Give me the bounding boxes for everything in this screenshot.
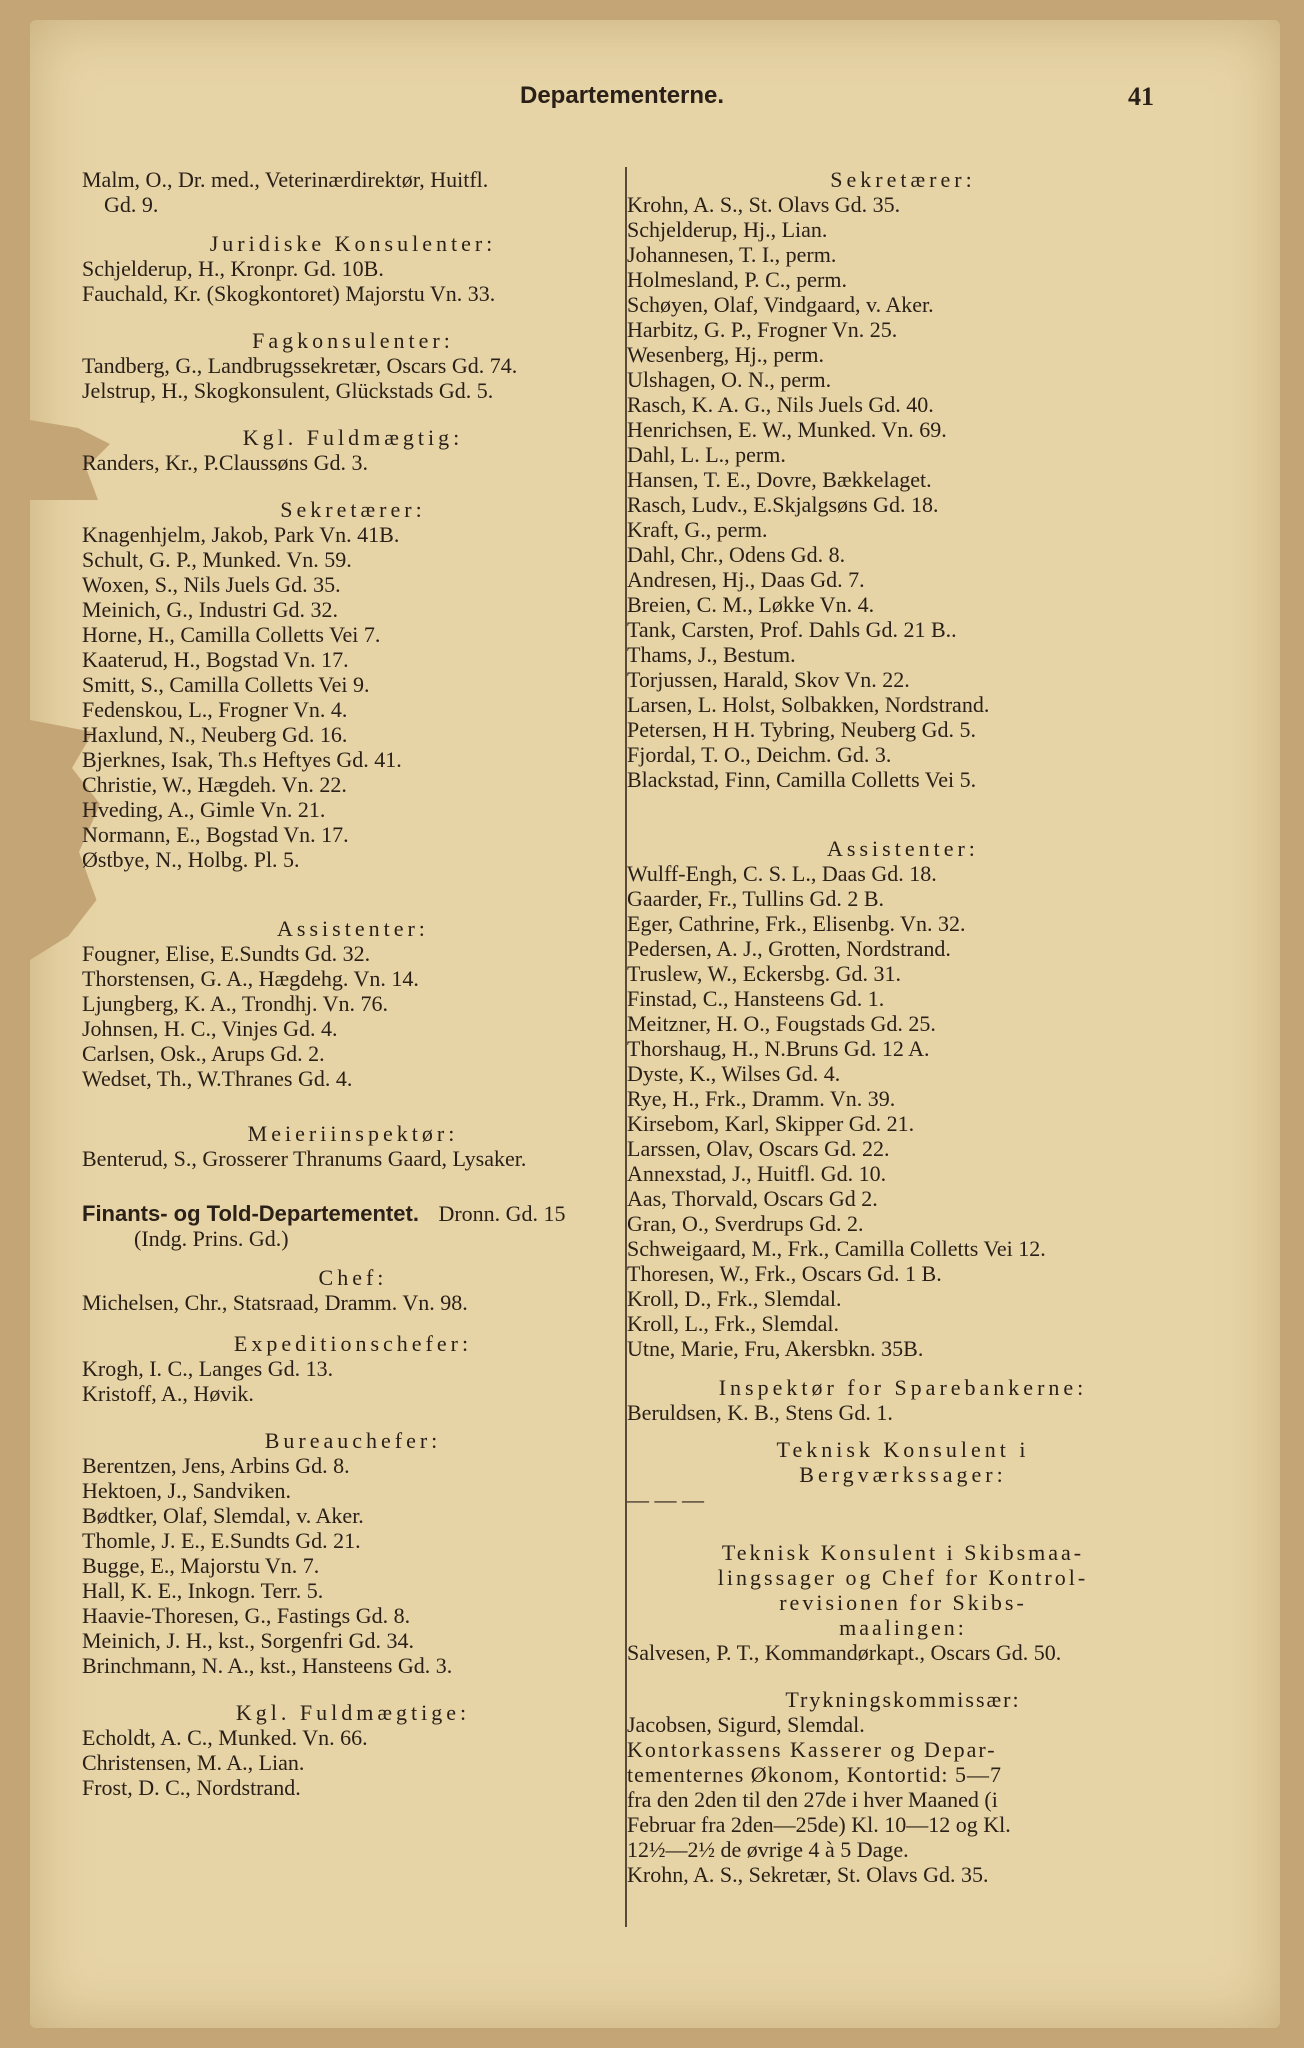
entry-line: Thams, J., Bestum.	[627, 642, 796, 667]
entry-line: Henrichsen, E. W., Munked. Vn. 69.	[627, 417, 947, 442]
entry-line: Frost, D. C., Nordstrand.	[82, 1775, 301, 1800]
entry-line: Larsen, L. Holst, Solbakken, Nordstrand.	[627, 692, 990, 717]
entry-line: Meitzner, H. O., Fougstads Gd. 25.	[627, 1011, 936, 1036]
section-heading: Bergværkssager:	[799, 1462, 1007, 1487]
entry-line: Kristoff, A., Høvik.	[82, 1381, 254, 1406]
department-address: Dronn. Gd. 15	[438, 1201, 566, 1226]
entry-line: Thomle, J. E., E.Sundts Gd. 21.	[82, 1528, 361, 1553]
entry-line: Kirsebom, Karl, Skipper Gd. 21.	[627, 1111, 915, 1136]
entry-line: Fjordal, T. O., Deichm. Gd. 3.	[627, 742, 892, 767]
entry-line: Holmesland, P. C., perm.	[627, 267, 847, 292]
entry-line: Meinich, J. H., kst., Sorgenfri Gd. 34.	[82, 1628, 415, 1653]
entry-line: Schjelderup, H., Kronpr. Gd. 10B.	[82, 256, 384, 281]
entry-line: Hektoen, J., Sandviken.	[82, 1478, 291, 1503]
left-column	[82, 167, 624, 1800]
entry-line: Hall, K. E., Inkogn. Terr. 5.	[82, 1578, 324, 1603]
entry-line: Rasch, Ludv., E.Skjalgsøns Gd. 18.	[627, 492, 939, 517]
entry-line: Woxen, S., Nils Juels Gd. 35.	[82, 572, 341, 597]
entry-line: Jacobsen, Sigurd, Slemdal.	[627, 1712, 865, 1737]
entry-line: Dyste, K., Wilses Gd. 4.	[627, 1061, 841, 1086]
entry-line: Beruldsen, K. B., Stens Gd. 1.	[627, 1400, 893, 1425]
entry-line: Krohn, A. S., St. Olavs Gd. 35.	[627, 192, 901, 217]
entry-line: Gran, O., Sverdrups Gd. 2.	[627, 1211, 864, 1236]
entry-line: Randers, Kr., P.Claussøns Gd. 3.	[82, 450, 369, 475]
entry-line: Tandberg, G., Landbrugssekretær, Oscars Gd. 74.	[82, 353, 518, 378]
entry-line: Østbye, N., Holbg. Pl. 5.	[82, 847, 300, 872]
notice-line: Februar fra 2den—25de) Kl. 10—12 og Kl.	[627, 1812, 1011, 1837]
entry-line: Dahl, L. L., perm.	[627, 442, 786, 467]
section-heading: maalingen:	[839, 1615, 967, 1640]
section-heading: lingssager og Chef for Kontrol-	[717, 1565, 1089, 1590]
entry-line: Annexstad, J., Huitfl. Gd. 10.	[627, 1161, 887, 1186]
section-heading: revisionen for Skibs-	[779, 1590, 1027, 1615]
entry-line: Fedenskou, L., Frogner Vn. 4.	[82, 697, 348, 722]
page-number: 41	[1128, 82, 1154, 111]
entry-line: Brinchmann, N. A., kst., Hansteens Gd. 3.	[82, 1653, 453, 1678]
entry-line: Salvesen, P. T., Kommandørkapt., Oscars Gd. 50.	[627, 1640, 1062, 1665]
entry-line: Kraft, G., perm.	[627, 517, 768, 542]
section-heading: Inspektør for Sparebankerne:	[718, 1375, 1088, 1400]
entry-line: Hansen, T. E., Dovre, Bækkelaget.	[627, 467, 932, 492]
entry-line: Pedersen, A. J., Grotten, Nordstrand.	[627, 936, 951, 961]
entry-line: Rye, H., Frk., Dramm. Vn. 39.	[627, 1086, 896, 1111]
page-title: Departementerne.	[520, 82, 725, 109]
entry-line: Wesenberg, Hj., perm.	[627, 342, 824, 367]
entry-line: Fauchald, Kr. (Skogkontoret) Majorstu Vn. 33.	[82, 281, 496, 306]
entry-line: Carlsen, Osk., Arups Gd. 2.	[82, 1041, 325, 1066]
entry-line: Bjerknes, Isak, Th.s Heftyes Gd. 41.	[82, 747, 402, 772]
entry-line: Ulshagen, O. N., perm.	[627, 367, 832, 392]
entry-line: Haxlund, N., Neuberg Gd. 16.	[82, 722, 348, 747]
notice-line: tementernes Økonom, Kontortid: 5—7	[627, 1762, 1002, 1787]
entry-line: Benterud, S., Grosserer Thranums Gaard, Lysaker.	[82, 1146, 527, 1171]
entry-line: Wulff-Engh, C. S. L., Daas Gd. 18.	[627, 861, 937, 886]
entry-line: Larssen, Olav, Oscars Gd. 22.	[627, 1136, 890, 1161]
notice-line: Kontorkassens Kasserer og Depar-	[627, 1737, 997, 1762]
entry-line: Thorstensen, G. A., Hægdehg. Vn. 14.	[82, 966, 419, 991]
entry-line: Dahl, Chr., Odens Gd. 8.	[627, 542, 846, 567]
entry-line: Schøyen, Olaf, Vindgaard, v. Aker.	[627, 292, 934, 317]
entry-line: Andresen, Hj., Daas Gd. 7.	[627, 567, 865, 592]
entry-line: Horne, H., Camilla Colletts Vei 7.	[82, 622, 381, 647]
entry-line: — — —	[627, 1487, 704, 1512]
entry-line: Meinich, G., Industri Gd. 32.	[82, 597, 339, 622]
entry-line: Knagenhjelm, Jakob, Park Vn. 41B.	[82, 522, 400, 547]
entry-line: Bugge, E., Majorstu Vn. 7.	[82, 1553, 320, 1578]
section-heading: Kgl. Fuldmægtig:	[242, 425, 464, 450]
section-heading: Juridiske Konsulenter:	[209, 231, 497, 256]
section-heading: Trykningskommissær:	[785, 1687, 1021, 1712]
section-heading: Assistenter:	[277, 916, 429, 941]
entry-line: Kroll, D., Frk., Slemdal.	[627, 1286, 842, 1311]
right-column	[625, 167, 1179, 1927]
entry-line: Wedset, Th., W.Thranes Gd. 4.	[82, 1066, 353, 1091]
entry-line: Thoresen, W., Frk., Oscars Gd. 1 B.	[627, 1261, 942, 1286]
entry-line: (Indg. Prins. Gd.)	[134, 1226, 289, 1251]
entry-line: Schweigaard, M., Frk., Camilla Colletts Vei 12.	[627, 1236, 1046, 1261]
entry-line: Haavie-Thoresen, G., Fastings Gd. 8.	[82, 1603, 411, 1628]
entry-line: Michelsen, Chr., Statsraad, Dramm. Vn. 98.	[82, 1290, 468, 1315]
entry-line: Johannesen, T. I., perm.	[627, 242, 837, 267]
notice-line: 12½—2½ de øvrige 4 à 5 Dage.	[627, 1837, 909, 1862]
entry-line: Bødtker, Olaf, Slemdal, v. Aker.	[82, 1503, 364, 1528]
entry-line: Breien, C. M., Løkke Vn. 4.	[627, 592, 875, 617]
entry-line: Christensen, M. A., Lian.	[82, 1750, 305, 1775]
page-header	[0, 82, 1304, 122]
entry-line: Blackstad, Finn, Camilla Colletts Vei 5.	[627, 767, 977, 792]
entry-line: Normann, E., Bogstad Vn. 17.	[82, 822, 349, 847]
entry-line: Ljungberg, K. A., Trondhj. Vn. 76.	[82, 991, 389, 1016]
section-heading: Sekretærer:	[280, 497, 426, 522]
section-heading: Chef:	[318, 1265, 388, 1290]
entry-line: Schult, G. P., Munked. Vn. 59.	[82, 547, 352, 572]
section-heading: Assistenter:	[827, 836, 979, 861]
entry-line: Fougner, Elise, E.Sundts Gd. 32.	[82, 941, 371, 966]
section-heading: Meieriinspektør:	[247, 1121, 459, 1146]
section-heading: Teknisk Konsulent i Skibsmaa-	[721, 1540, 1085, 1565]
section-heading: Fagkonsulenter:	[252, 328, 454, 353]
entry-line: Jelstrup, H., Skogkonsulent, Glückstads Gd. 5.	[82, 378, 494, 403]
section-heading: Sekretærer:	[830, 167, 976, 192]
entry-line: Johnsen, H. C., Vinjes Gd. 4.	[82, 1016, 338, 1041]
entry-line: Aas, Thorvald, Oscars Gd 2.	[627, 1186, 878, 1211]
entry-line: Tank, Carsten, Prof. Dahls Gd. 21 B..	[627, 617, 957, 642]
entry-line: Utne, Marie, Fru, Akersbkn. 35B.	[627, 1336, 924, 1361]
section-heading: Expeditionschefer:	[233, 1331, 473, 1356]
department-name: Finants- og Told-Departementet.	[82, 1201, 419, 1226]
entry-line: Malm, O., Dr. med., Veterinærdirektør, Huitfl.	[82, 167, 489, 192]
entry-line: Finstad, C., Hansteens Gd. 1.	[627, 986, 885, 1011]
entry-line: Eger, Cathrine, Frk., Elisenbg. Vn. 32.	[627, 911, 966, 936]
entry-line: Hveding, A., Gimle Vn. 21.	[82, 797, 326, 822]
notice-line: fra den 2den til den 27de i hver Maaned (i	[627, 1787, 998, 1812]
entry-line: Gd. 9.	[104, 192, 159, 217]
entry-line: Petersen, H H. Tybring, Neuberg Gd. 5.	[627, 717, 976, 742]
entry-line: Christie, W., Hægdeh. Vn. 22.	[82, 772, 347, 797]
entry-line: Smitt, S., Camilla Colletts Vei 9.	[82, 672, 370, 697]
section-heading: Teknisk Konsulent i	[776, 1437, 1030, 1462]
entry-line: Kaaterud, H., Bogstad Vn. 17.	[82, 647, 349, 672]
section-heading: Bureauchefer:	[264, 1428, 442, 1453]
section-heading: Kgl. Fuldmægtige:	[235, 1700, 471, 1725]
entry-line: Torjussen, Harald, Skov Vn. 22.	[627, 667, 910, 692]
entry-line: Kroll, L., Frk., Slemdal.	[627, 1311, 840, 1336]
entry-line: Krogh, I. C., Langes Gd. 13.	[82, 1356, 334, 1381]
entry-line: Schjelderup, Hj., Lian.	[627, 217, 828, 242]
entry-line: Harbitz, G. P., Frogner Vn. 25.	[627, 317, 898, 342]
entry-line: Rasch, K. A. G., Nils Juels Gd. 40.	[627, 392, 934, 417]
department-heading	[82, 1201, 624, 1226]
entry-line: Truslew, W., Eckersbg. Gd. 31.	[627, 961, 901, 986]
entry-line: Gaarder, Fr., Tullins Gd. 2 B.	[627, 886, 885, 911]
entry-line: Krohn, A. S., Sekretær, St. Olavs Gd. 35.	[627, 1862, 989, 1887]
entry-line: Echoldt, A. C., Munked. Vn. 66.	[82, 1725, 368, 1750]
entry-line: Thorshaug, H., N.Bruns Gd. 12 A.	[627, 1036, 930, 1061]
entry-line: Berentzen, Jens, Arbins Gd. 8.	[82, 1453, 350, 1478]
